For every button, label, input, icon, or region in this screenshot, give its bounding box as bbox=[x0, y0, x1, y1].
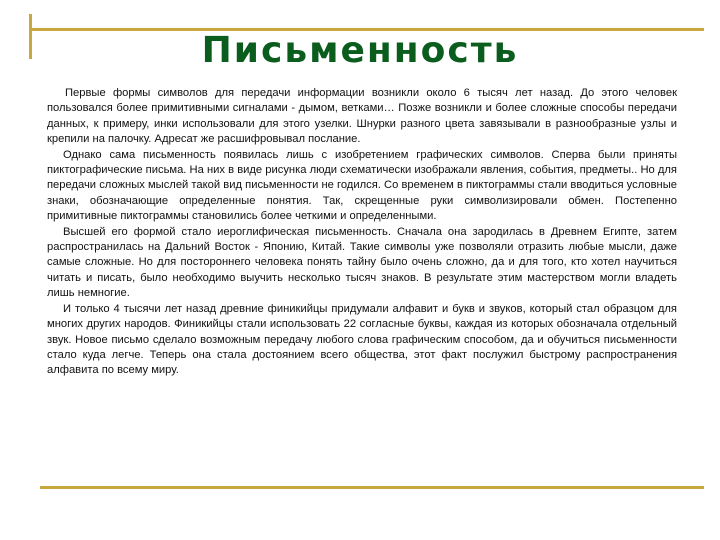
paragraph-3: Высшей его формой стало иероглифическая письменность. Сначала она зародилась в Древнем Египте, затем распространилась на Дальний Восток - Японию, Китай. Такие символы уже позволяли отразить любые мысли, даже самые сложные. Но для постороннего человека понять тайну было очень сложно, да и для того, кто хотел научиться читать и писать, было необходимо выучить несколько тысяч знаков. В результате этим мастерством могли владеть лишь немногие. bbox=[47, 225, 677, 300]
bottom-frame-line bbox=[40, 486, 704, 489]
paragraph-1: Первые формы символов для передачи информации возникли около 6 тысяч лет назад. До этого человек пользовался более примитивными сигналами - дымом, ветками… Позже возникли и более сложные способы передачи данных, к примеру, инки использовали для этого узелки. Шнурки разного цвета завязывали в разнообразные узлы и крепили на палочку. Адресат же расшифровывал послание. bbox=[47, 87, 677, 146]
slide-title: Письменность bbox=[201, 30, 519, 71]
paragraph-2: Однако сама письменность появилась лишь с изобретением графических символов. Сперва были приняты пиктографические письма. На них в виде рисунка люди схематически изображали явления, события, предметы.. Но для передачи сложных мыслей такой вид письменности не годился. Со временем в пиктограммы стали вводиться условные знаки, обозначающие определенные понятия. Так, скрещенные руки символизировали обмен. Постепенно примитивные пиктограммы становились более четкими и определенными. bbox=[47, 148, 677, 223]
paragraph-4: И только 4 тысячи лет назад древние финикийцы придумали алфавит и букв и звуков, который стал образцом для многих других народов. Финикийцы стали использовать 22 согласные буквы, каждая из которых обозначала отдельный звук. Новое письмо сделало возможным передачу любого слова графическим способом, да и обучиться письменности стало куда легче. Теперь она стала достоянием всего общества, этот факт послужил быстрому распространения алфавита по всему миру. bbox=[47, 302, 677, 377]
slide-body bbox=[47, 86, 677, 379]
